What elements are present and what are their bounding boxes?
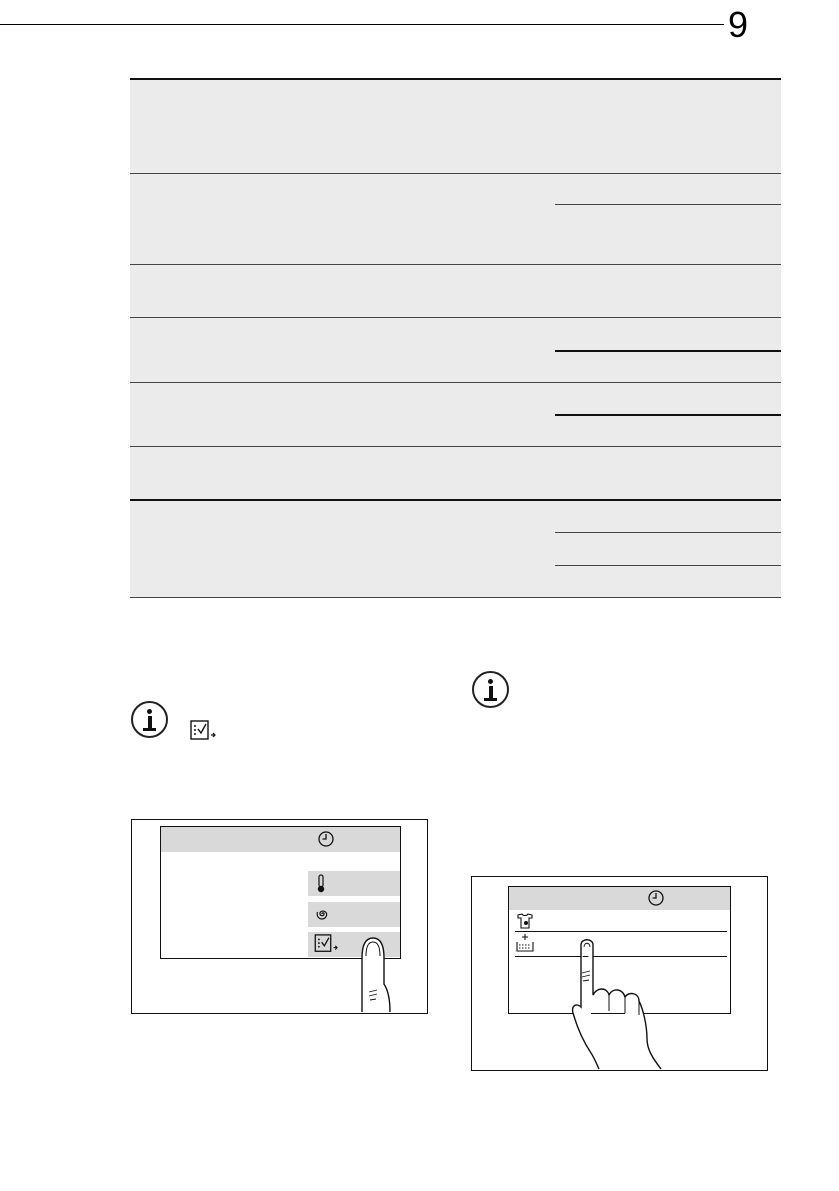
prewash-tub-icon: [516, 933, 534, 953]
table-subrow-divider: [555, 565, 781, 566]
info-icon: [131, 701, 168, 738]
table-subrow-divider: [555, 532, 781, 533]
page-header: [0, 0, 839, 70]
table-row-6: [130, 446, 781, 499]
thermometer-icon: [315, 874, 327, 894]
shirt-stain-icon: [516, 913, 534, 929]
page-number: 9: [728, 4, 749, 45]
table-row-2: [130, 173, 781, 264]
options-checklist-icon: [190, 720, 220, 742]
table-subrow-divider: [555, 350, 781, 352]
screen-row-divider: [515, 931, 727, 932]
table-row-3: [130, 264, 781, 317]
header-rule: [0, 24, 724, 25]
finger-tap-icon: [356, 930, 406, 1013]
spin-icon: [314, 906, 330, 922]
options-checklist-icon: [313, 934, 343, 954]
clock-icon: [647, 889, 665, 907]
screen-header-bar: [509, 887, 730, 910]
info-icon: [472, 671, 509, 708]
table-subrow-divider: [555, 204, 781, 205]
screen-header-bar: [161, 827, 400, 852]
figure-left: [131, 819, 428, 1014]
clock-icon: [317, 830, 335, 848]
table-row-1: [130, 78, 781, 173]
table-row-7: [130, 499, 781, 597]
table-subrow-divider: [555, 414, 781, 416]
table-bottom-rule: [130, 597, 781, 598]
program-table: [130, 78, 781, 598]
hand-tap-icon: [569, 935, 664, 1070]
figure-right: [471, 876, 768, 1071]
